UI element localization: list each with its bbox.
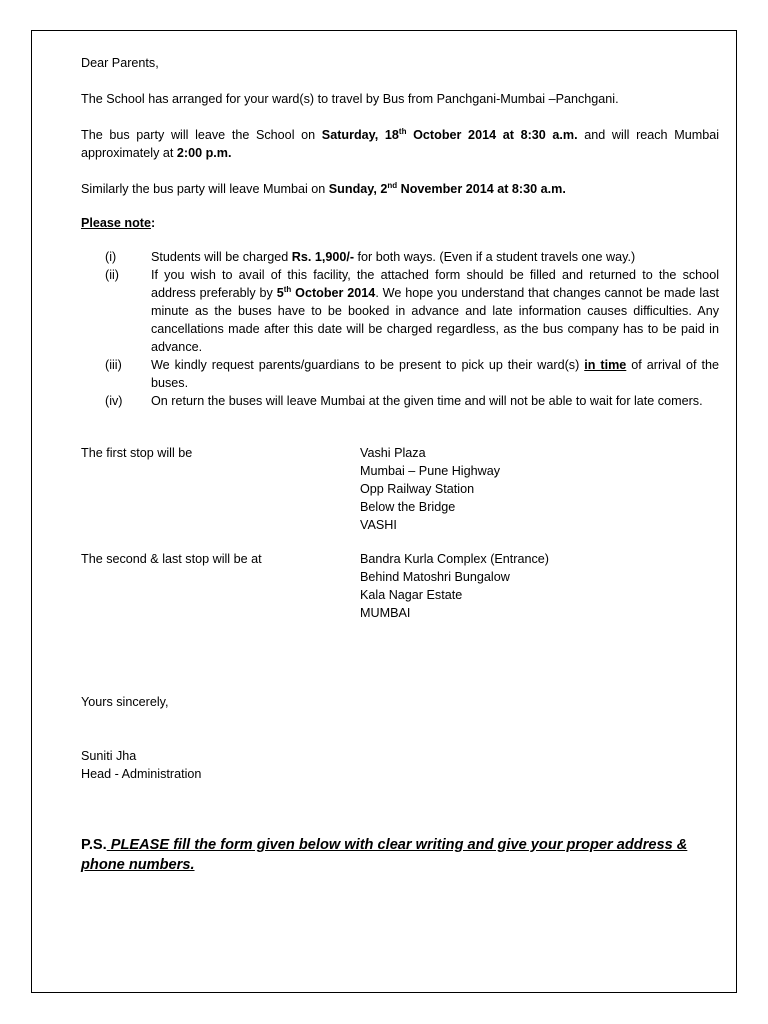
second-stop-address: Bandra Kurla Complex (Entrance) Behind Matoshri Bungalow Kala Nagar Estate MUMBAI xyxy=(360,552,549,620)
list-item: (ii) If you wish to avail of this facility, the attached form should be filled and returned to the school address preferably by 5th October 2014. We hope you understand that changes cannot be made last minute as the buses have to be booked in advance and late information causes difficulties. Any cancellations made after this date will be charged regardless, as the bus company has to be paid in advance. xyxy=(105,268,719,354)
first-stop-label: The first stop will be xyxy=(81,446,193,460)
list-item: (i) Students will be charged Rs. 1,900/- for both ways. (Even if a student travels one way.) xyxy=(105,250,636,264)
return-paragraph: Similarly the bus party will leave Mumbai on Sunday, 2nd November 2014 at 8:30 a.m. xyxy=(81,181,566,196)
note-heading: Please note: xyxy=(81,216,156,230)
first-stop-address: Vashi Plaza Mumbai – Pune Highway Opp Railway Station Below the Bridge VASHI xyxy=(360,446,501,532)
ps-label: P.S. xyxy=(81,836,107,853)
salutation: Dear Parents, xyxy=(81,56,159,70)
departure-paragraph: The bus party will leave the School on Saturday, 18th October 2014 at 8:30 a.m. and will reach Mumbai approximately at 2:00 p.m. xyxy=(81,127,720,160)
signatory-name: Suniti Jha xyxy=(81,749,137,763)
list-item: (iv) On return the buses will leave Mumbai at the given time and will not be able to wait for late comers. xyxy=(105,394,703,408)
notes-list xyxy=(105,248,719,410)
ps-text: PLEASE fill the form given below with clear writing and give your proper address & phone numbers. xyxy=(81,836,688,873)
closing: Yours sincerely, xyxy=(81,695,169,709)
list-item: (iii) We kindly request parents/guardians to be present to pick up their ward(s) in time of arrival of the buses. xyxy=(105,358,719,390)
signatory-title: Head - Administration xyxy=(81,767,202,781)
intro-paragraph: The School has arranged for your ward(s) to travel by Bus from Panchgani-Mumbai –Panchgani. xyxy=(81,92,619,106)
second-stop-label: The second & last stop will be at xyxy=(81,552,262,566)
postscript xyxy=(81,835,719,875)
